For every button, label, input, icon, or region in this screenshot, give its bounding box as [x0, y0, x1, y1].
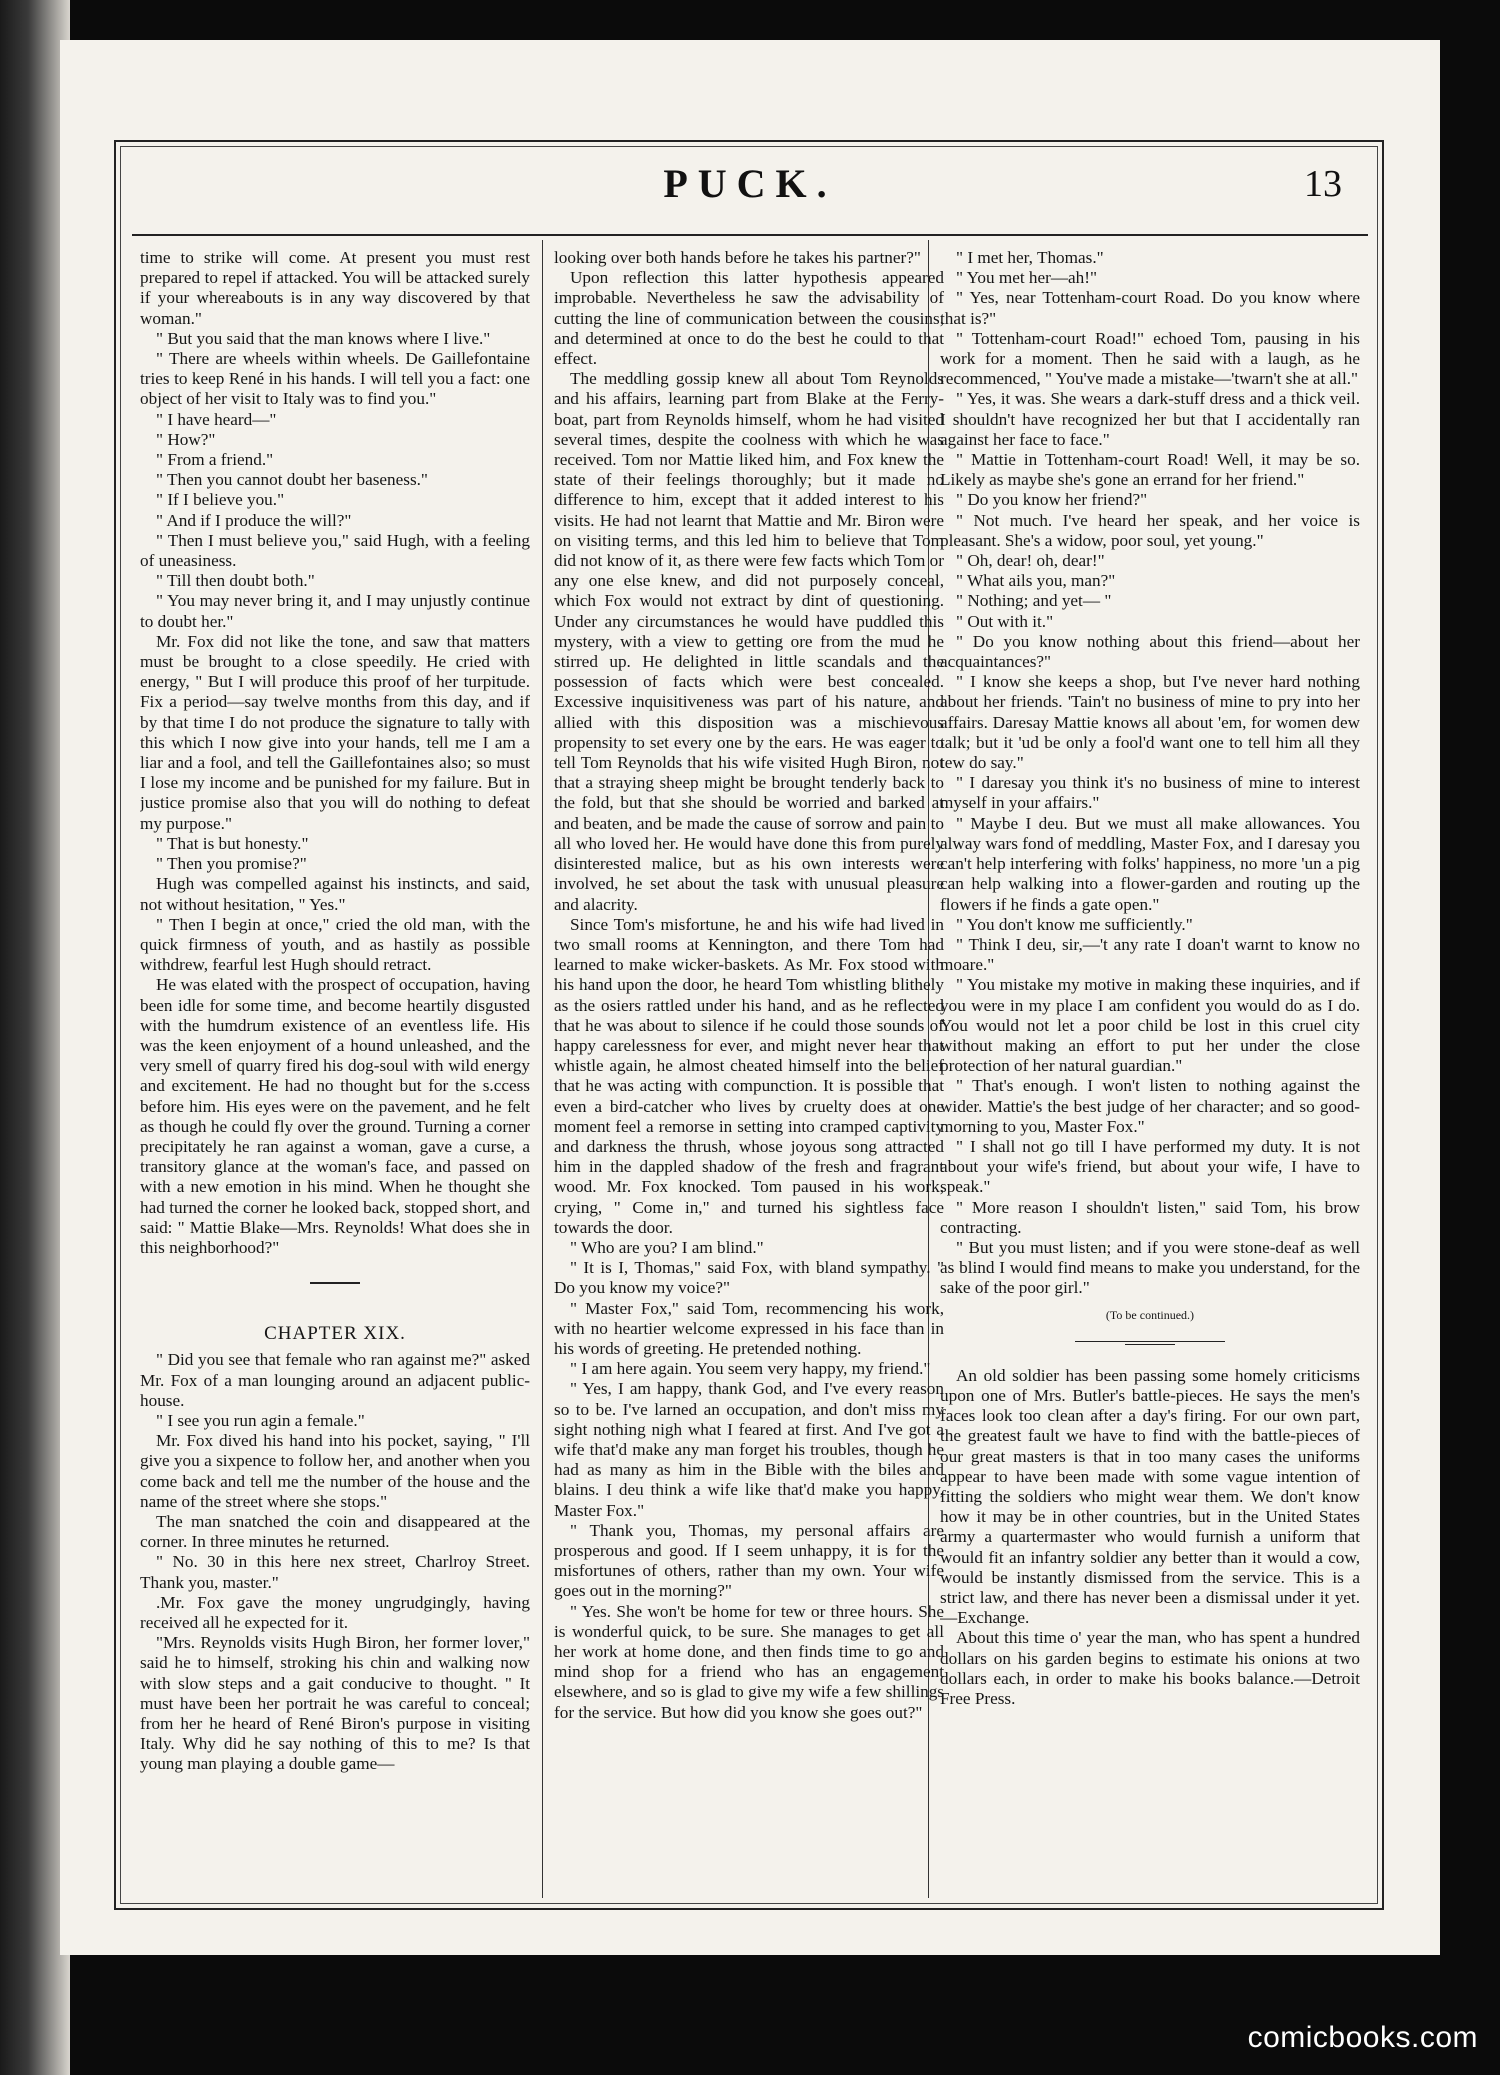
paragraph: " Yes, near Tottenham-court Road. Do you know where that is?": [940, 288, 1360, 328]
paragraph: " Did you see that female who ran against me?" asked Mr. Fox of a man lounging around an adjacent public-house.: [140, 1350, 530, 1410]
paragraph: " And if I produce the will?": [156, 510, 352, 530]
paragraph: " Till then doubt both.": [156, 571, 315, 591]
watermark: comicbooks.com: [1247, 2021, 1478, 2054]
paragraph: " But you said that the man knows where I live.": [156, 328, 491, 348]
paragraph: " I met her, Thomas.": [956, 248, 1104, 267]
paragraph: " Nothing; and yet— ": [956, 591, 1112, 611]
paragraph: " Yes, it was. She wears a dark-stuff dress and a thick veil. I shouldn't have recognized her but that I accidentally ran against her face to face.": [940, 389, 1360, 449]
masthead-rule: [132, 234, 1368, 236]
magazine-page: [60, 40, 1440, 1955]
paragraph: " Then I must believe you," said Hugh, with a feeling of uneasiness.: [140, 530, 530, 571]
paragraph: " Maybe I deu. But we must all make allowances. You alway wars fond of meddling, Master Fox, and I daresay you can't help interfering with folks' happiness, no more 'un a pig can help walking into a flower-garden and routing up the flowers if he finds a gate open.": [940, 813, 1360, 914]
paragraph: " That's enough. I won't listen to nothing against the wider. Mattie's the best judge of her character; and so good-morning to you, Master Fox.": [940, 1076, 1360, 1136]
column-1: [140, 248, 530, 1898]
paragraph: " Mattie in Tottenham-court Road! Well, it may be so. Likely as maybe she's gone an errand for her friend.": [940, 450, 1360, 490]
paragraph: "Mrs. Reynolds visits Hugh Biron, her former lover," said he to himself, stroking his chin and walking now with slow steps and a gait conducive to thought. " It must have been her portrait he was careful to conceal; from her he heard of René Biron's purpose in visiting Italy. Why did he say nothing of this to me? Is that young man playing a double game—: [140, 1633, 530, 1774]
to-be-continued: (To be continued.): [1105, 1307, 1195, 1322]
ornamental-rule: [1075, 1341, 1225, 1342]
column-2: [554, 248, 944, 1898]
paragraph: " Oh, dear! oh, dear!": [956, 551, 1105, 571]
paragraph: " Out with it.": [956, 611, 1054, 631]
paragraph: " Master Fox," said Tom, recommencing his work, with no heartier welcome expressed in his face than in his words of greeting. He pretended nothing.: [554, 1298, 944, 1358]
paragraph: " What ails you, man?": [956, 571, 1116, 591]
paragraph: " You mistake my motive in making these inquiries, and if you were in my place I am confident you would do as I do. You would not let a poor child be lost in this cruel city without making an effort to put her under the close protection of her natural guardian.": [940, 975, 1360, 1076]
paragraph: " I daresay you think it's no business of mine to interest myself in your affairs.": [940, 773, 1360, 813]
paragraph: The man snatched the coin and disappeared at the corner. In three minutes he returned.: [140, 1511, 530, 1552]
paragraph: " How?": [156, 429, 216, 449]
paragraph: " From a friend.": [156, 450, 274, 470]
paragraph: " Then you promise?": [156, 854, 307, 874]
paragraph: " That is but honesty.": [156, 833, 309, 853]
paragraph: " Who are you? I am blind.": [570, 1237, 764, 1257]
paragraph: Upon reflection this latter hypothesis appeared improbable. Nevertheless he saw the advisability of cutting the line of communication between the cousins, and determined at once to do the best he could to that effect.: [554, 268, 944, 369]
paragraph: " If I believe you.": [156, 490, 285, 510]
chapter-heading: CHAPTER XIX.: [264, 1323, 406, 1345]
paragraph: " You met her—ah!": [956, 268, 1098, 288]
paragraph: He was elated with the prospect of occupation, having been idle for some time, and become heartily disgusted with the humdrum existence of an eventless life. His was the keen enjoyment of a hound unleashed, and the very smell of quarry fired his dog-soul with wild energy and excitement. He had no thought but for the s.ccess before him. His eyes were on the pavement, and he felt as though he could fly over the ground. Turning a corner precipitately he ran against a woman, gave a curse, a transitory glance at the woman's face, and passed on with a new emotion in his mind. When he thought she had turned the corner he looked back, stopped short, and said: " Mattie Blake—Mrs. Reynolds! What does she in this neighborhood?": [140, 975, 530, 1257]
masthead: [130, 158, 1370, 218]
paragraph: Mr. Fox did not like the tone, and saw that matters must be brought to a close speedily. He cried with energy, " But I will produce this proof of her turpitude. Fix a period—say twelve months from this day, and if by that time I do not produce the signature to tally with this which I now give into your hands, tell me I am a liar and a fool, and tell the Gaillefontaines also; so must I lose my income and be punished for my failure. But in justice promise also that you will do nothing to defeat my purpose.": [140, 631, 530, 833]
paragraph: " I am here again. You seem very happy, my friend.": [570, 1359, 931, 1379]
paragraph: " More reason I shouldn't listen," said Tom, his brow contracting.: [940, 1197, 1360, 1237]
paragraph: " No. 30 in this here nex street, Charlroy Street. Thank you, master.": [140, 1552, 530, 1592]
column-divider-1: [542, 240, 543, 1898]
paragraph: Mr. Fox dived his hand into his pocket, saying, " I'll give you a sixpence to follow her, and another when you come back and tell me the number of the house and the name of the street where she stops.": [140, 1431, 530, 1511]
paragraph: " Do you know nothing about this friend—about her acquaintances?": [940, 631, 1360, 672]
paragraph: " But you must listen; and if you were stone-deaf as well as blind I would find means to make you understand, for the sake of the poor girl.": [940, 1237, 1360, 1298]
paragraph: " Not much. I've heard her speak, and her voice is pleasant. She's a widow, poor soul, yet young.": [940, 510, 1360, 550]
paragraph: " Thank you, Thomas, my personal affairs are prosperous and good. If I seem unhappy, it is for the misfortunes of others, rather than my own. Your wife goes out in the morning?": [554, 1520, 944, 1601]
column-3: [940, 248, 1360, 1898]
paragraph: " Then I begin at once," cried the old man, with the quick firmness of youth, and as hastily as possible withdrew, fearful lest Hugh should retract.: [140, 914, 530, 975]
news-item: An old soldier has been passing some homely criticisms upon one of Mrs. Butler's battle-pieces. He says the men's faces look too clean after a day's firing. For our own part, the greatest fault we have to find with the battle-pieces of our great masters is that in too many cases the uniforms appear to have been made with some vague intention of fitting the soldiers who might wear them. We don't know how it may be in other countries, but in the United States army a quartermaster who would furnish a uniform that would fit an infantry soldier any better than it would a cow, would be instantly dismissed from the service. This is a strict law, and there has never been a dismissal under it yet.—Exchange.: [940, 1365, 1360, 1628]
paragraph: " I have heard—": [156, 409, 277, 429]
paragraph: " Yes. She won't be home for tew or three hours. She is wonderful quick, to be sure. She manages to get all her work at home done, and then finds time to go and mind shop for a friend who has an engagement elsewhere, and so is glad to give my wife a few shillings for the service. But how did you know she goes out?": [554, 1601, 944, 1722]
paragraph: Hugh was compelled against his instincts, and said, not without hesitation, " Yes.": [140, 874, 530, 914]
paragraph: " Tottenham-court Road!" echoed Tom, pausing in his work for a moment. Then he said with a laugh, as he recommenced, " You've made a mistake—'twarn't she at all.": [940, 328, 1360, 389]
paragraph: " There are wheels within wheels. De Gaillefontaine tries to keep René in his hands. I will tell you a fact: one object of her visit to Italy was to find you.": [140, 349, 530, 409]
paragraph: The meddling gossip knew all about Tom Reynolds and his affairs, learning part from Blake at the Ferry-boat, part from Reynolds himself, whom he had visited several times, despite the coolness with which he was received. Tom nor Mattie liked him, and Fox knew the state of their feelings thoroughly; but it made no difference to him, except that it added interest to his visits. He had not learnt that Mattie and Mr. Biron were on visiting terms, and this led him to believe that Tom did not know of it, as there were few facts which Tom or any one else knew, and did not purposely conceal, which Fox would not extract by dint of questioning. Under any circumstances he would have puddled this mystery, with a view to getting ore from the mud he stirred up. He delighted in little scandals and the possession of facts which were best concealed. Excessive inquisitiveness was part of his nature, and allied with this disposition was a mischievous propensity to set every one by the ears. He was eager to tell Tom Reynolds that his wife visited Hugh Biron, not that a straying sheep might be brought tenderly back to the fold, but that she should be worried and barked at and beaten, and be made the cause of sorrow and pain to all who loved her. He would have done this from purely disinterested malice, but as his own interests were involved, he set about the task with unusual pleasure and alacrity.: [554, 369, 944, 914]
paragraph: " It is I, Thomas," said Fox, with bland sympathy. " Do you know my voice?": [554, 1258, 944, 1298]
paragraph: looking over both hands before he takes his partner?": [554, 248, 921, 267]
paragraph: " Do you know her friend?": [956, 490, 1148, 510]
paragraph: " Yes, I am happy, thank God, and I've every reason so to be. I've larned an occupation, and don't miss my sight nothing nigh what I feared at first. And I've got a wife that'd make any man forget his troubles, though he had as many as him in the Bible with the biles and blains. I deu think a wife like that'd make you happy, Master Fox.": [554, 1379, 944, 1520]
paragraph: " I know she keeps a shop, but I've never hard nothing about her friends. 'Tain't no business of mine to pry into her affairs. Daresay Mattie knows all about 'em, for women dew talk; but it 'ud be only a fool'd want one to tell him all they tew do say.": [940, 672, 1360, 773]
paragraph: " Think I deu, sir,—'t any rate I doan't warnt to know no moare.": [940, 934, 1360, 975]
paragraph: " I shall not go till I have performed my duty. It is not about your wife's friend, but about your wife, I have to speak.": [940, 1136, 1360, 1197]
paragraph: " You may never bring it, and I may unjustly continue to doubt her.": [140, 591, 530, 631]
paragraph: time to strike will come. At present you must rest prepared to repel if attacked. You will be attacked surely if your whereabouts is in any way discovered by that woman.": [140, 248, 530, 328]
paragraph: Since Tom's misfortune, he and his wife had lived in two small rooms at Kennington, and there Tom had learned to make wicker-baskets. As Mr. Fox stood with his hand upon the door, he heard Tom whistling blithely as the osiers rattled under his hand, and as he reflected that he was about to silence if he could those sounds of happy carelessness for ever, and might never hear that whistle again, he almost cheated himself into the belief that he was acting with compunction. It is possible that even a bird-catcher who lives by cruelty does at one moment feel a remorse in setting into cramped captivity and darkness the thrush, whose joyous song attracted him in the dappled shadow of the fresh and fragrant wood. Mr. Fox knocked. Tom paused in his work, crying, " Come in," and turned his sightless face towards the door.: [554, 914, 944, 1237]
paragraph: " You don't know me sufficiently.": [956, 914, 1193, 934]
section-rule: [310, 1282, 360, 1284]
paragraph: .Mr. Fox gave the money ungrudgingly, having received all he expected for it.: [140, 1592, 530, 1632]
paragraph: " I see you run agin a female.": [156, 1410, 365, 1430]
news-item: About this time o' year the man, who has spent a hundred dollars on his garden begins to estimate his onions at two dollars each, in order to make his books balance.—Detroit Free Press.: [940, 1628, 1360, 1709]
paragraph: " Then you cannot doubt her baseness.": [156, 470, 428, 490]
page-number: 13: [1304, 163, 1342, 205]
masthead-title: PUCK.: [663, 161, 837, 206]
